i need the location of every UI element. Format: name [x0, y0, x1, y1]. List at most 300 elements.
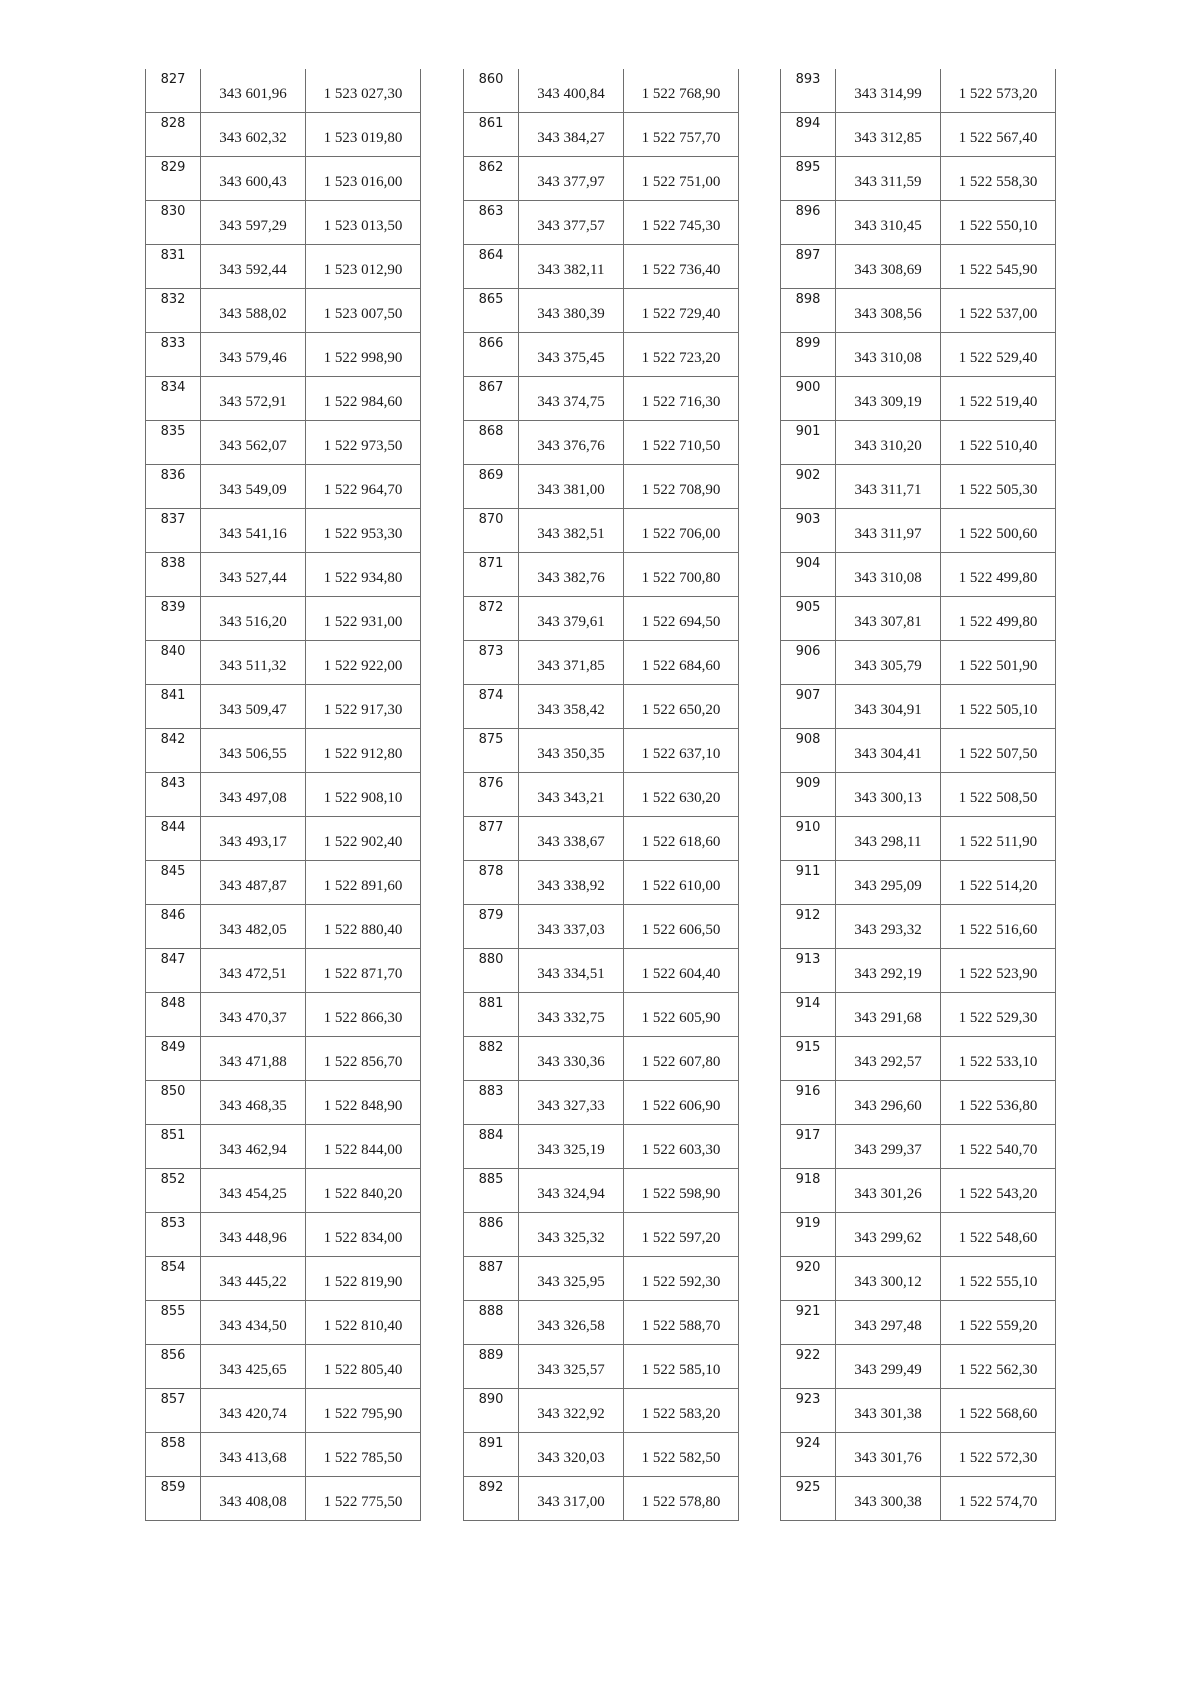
- table-row: [781, 69, 1056, 113]
- table-row: [781, 949, 1056, 993]
- coordinate-y: 1 522 583,20: [624, 1389, 739, 1433]
- coordinates-table-1: [145, 69, 421, 1521]
- point-number: 836: [146, 465, 201, 509]
- coordinate-x: 343 408,08: [201, 1477, 306, 1521]
- coordinate-x: 343 382,76: [519, 553, 624, 597]
- table-row: [464, 641, 739, 685]
- coordinate-y: 1 522 998,90: [306, 333, 421, 377]
- point-number: 852: [146, 1169, 201, 1213]
- coordinates-table-2: [463, 69, 739, 1521]
- point-number: 860: [464, 69, 519, 113]
- coordinate-x: 343 516,20: [201, 597, 306, 641]
- point-number: 900: [781, 377, 836, 421]
- point-number: 858: [146, 1433, 201, 1477]
- point-number: 864: [464, 245, 519, 289]
- coordinate-y: 1 522 516,60: [941, 905, 1056, 949]
- coordinate-y: 1 523 016,00: [306, 157, 421, 201]
- coordinate-y: 1 522 964,70: [306, 465, 421, 509]
- coordinate-x: 343 311,97: [836, 509, 941, 553]
- table-row: [464, 1389, 739, 1433]
- coordinate-x: 343 400,84: [519, 69, 624, 113]
- coordinate-y: 1 522 871,70: [306, 949, 421, 993]
- coordinate-x: 343 382,11: [519, 245, 624, 289]
- coordinate-y: 1 522 550,10: [941, 201, 1056, 245]
- coordinate-x: 343 310,08: [836, 333, 941, 377]
- point-number: 891: [464, 1433, 519, 1477]
- coordinate-y: 1 522 736,40: [624, 245, 739, 289]
- point-number: 877: [464, 817, 519, 861]
- table-row: [146, 509, 421, 553]
- table-row: [146, 113, 421, 157]
- coordinate-x: 343 325,95: [519, 1257, 624, 1301]
- coordinate-y: 1 522 607,80: [624, 1037, 739, 1081]
- table-row: [146, 201, 421, 245]
- coordinate-x: 343 454,25: [201, 1169, 306, 1213]
- point-number: 844: [146, 817, 201, 861]
- coordinate-x: 343 291,68: [836, 993, 941, 1037]
- point-number: 876: [464, 773, 519, 817]
- point-number: 868: [464, 421, 519, 465]
- table-row: [464, 69, 739, 113]
- coordinate-y: 1 522 573,20: [941, 69, 1056, 113]
- coordinate-x: 343 468,35: [201, 1081, 306, 1125]
- point-number: 902: [781, 465, 836, 509]
- table-row: [464, 1169, 739, 1213]
- table-row: [146, 1257, 421, 1301]
- coordinate-x: 343 493,17: [201, 817, 306, 861]
- coordinate-y: 1 522 751,00: [624, 157, 739, 201]
- point-number: 886: [464, 1213, 519, 1257]
- coordinate-y: 1 522 505,10: [941, 685, 1056, 729]
- coordinate-y: 1 522 501,90: [941, 641, 1056, 685]
- coordinate-x: 343 445,22: [201, 1257, 306, 1301]
- point-number: 881: [464, 993, 519, 1037]
- coordinate-y: 1 523 007,50: [306, 289, 421, 333]
- coordinate-y: 1 522 592,30: [624, 1257, 739, 1301]
- table-row: [781, 817, 1056, 861]
- point-number: 851: [146, 1125, 201, 1169]
- coordinate-y: 1 522 555,10: [941, 1257, 1056, 1301]
- point-number: 879: [464, 905, 519, 949]
- coordinate-x: 343 308,56: [836, 289, 941, 333]
- table-row: [781, 1433, 1056, 1477]
- coordinate-y: 1 522 710,50: [624, 421, 739, 465]
- coordinate-y: 1 522 574,70: [941, 1477, 1056, 1521]
- table-row: [146, 729, 421, 773]
- table-row: [146, 1037, 421, 1081]
- coordinate-x: 343 487,87: [201, 861, 306, 905]
- coordinate-y: 1 522 540,70: [941, 1125, 1056, 1169]
- coordinate-y: 1 522 795,90: [306, 1389, 421, 1433]
- point-number: 898: [781, 289, 836, 333]
- coordinate-x: 343 293,32: [836, 905, 941, 949]
- point-number: 831: [146, 245, 201, 289]
- coordinate-x: 343 300,13: [836, 773, 941, 817]
- point-number: 849: [146, 1037, 201, 1081]
- point-number: 918: [781, 1169, 836, 1213]
- table-row: [146, 1125, 421, 1169]
- coordinate-y: 1 522 650,20: [624, 685, 739, 729]
- point-number: 885: [464, 1169, 519, 1213]
- coordinate-x: 343 307,81: [836, 597, 941, 641]
- table-row: [781, 1477, 1056, 1521]
- coordinate-x: 343 324,94: [519, 1169, 624, 1213]
- point-number: 873: [464, 641, 519, 685]
- coordinate-x: 343 330,36: [519, 1037, 624, 1081]
- coordinate-x: 343 308,69: [836, 245, 941, 289]
- coordinate-x: 343 562,07: [201, 421, 306, 465]
- coordinate-x: 343 377,97: [519, 157, 624, 201]
- coordinate-y: 1 522 917,30: [306, 685, 421, 729]
- table-row: [781, 641, 1056, 685]
- table-row: [464, 289, 739, 333]
- point-number: 924: [781, 1433, 836, 1477]
- point-number: 839: [146, 597, 201, 641]
- point-number: 890: [464, 1389, 519, 1433]
- point-number: 910: [781, 817, 836, 861]
- coordinate-x: 343 310,08: [836, 553, 941, 597]
- point-number: 843: [146, 773, 201, 817]
- point-number: 840: [146, 641, 201, 685]
- coordinate-y: 1 522 700,80: [624, 553, 739, 597]
- table-row: [781, 993, 1056, 1037]
- coordinate-y: 1 522 529,40: [941, 333, 1056, 377]
- coordinate-x: 343 358,42: [519, 685, 624, 729]
- table-row: [781, 729, 1056, 773]
- coordinate-y: 1 522 848,90: [306, 1081, 421, 1125]
- coordinate-y: 1 522 785,50: [306, 1433, 421, 1477]
- point-number: 916: [781, 1081, 836, 1125]
- coordinate-y: 1 522 507,50: [941, 729, 1056, 773]
- table-row: [781, 333, 1056, 377]
- coordinate-y: 1 522 902,40: [306, 817, 421, 861]
- table-row: [146, 377, 421, 421]
- coordinate-x: 343 470,37: [201, 993, 306, 1037]
- coordinate-x: 343 425,65: [201, 1345, 306, 1389]
- table-row: [464, 1301, 739, 1345]
- table-row: [464, 905, 739, 949]
- table-row: [781, 289, 1056, 333]
- coordinate-x: 343 296,60: [836, 1081, 941, 1125]
- table-row: [146, 1169, 421, 1213]
- table-row: [146, 905, 421, 949]
- coordinate-x: 343 299,49: [836, 1345, 941, 1389]
- coordinate-x: 343 497,08: [201, 773, 306, 817]
- point-number: 882: [464, 1037, 519, 1081]
- coordinate-x: 343 299,37: [836, 1125, 941, 1169]
- point-number: 834: [146, 377, 201, 421]
- table-row: [146, 157, 421, 201]
- coordinate-y: 1 522 545,90: [941, 245, 1056, 289]
- coordinate-y: 1 522 973,50: [306, 421, 421, 465]
- point-number: 859: [146, 1477, 201, 1521]
- point-number: 862: [464, 157, 519, 201]
- coordinate-y: 1 522 805,40: [306, 1345, 421, 1389]
- point-number: 911: [781, 861, 836, 905]
- point-number: 921: [781, 1301, 836, 1345]
- table-row: [146, 1477, 421, 1521]
- point-number: 842: [146, 729, 201, 773]
- coordinate-x: 343 601,96: [201, 69, 306, 113]
- coordinate-y: 1 522 537,00: [941, 289, 1056, 333]
- coordinate-x: 343 377,57: [519, 201, 624, 245]
- coordinate-x: 343 297,48: [836, 1301, 941, 1345]
- point-number: 896: [781, 201, 836, 245]
- coordinate-x: 343 298,11: [836, 817, 941, 861]
- table-row: [464, 1345, 739, 1389]
- coordinate-y: 1 523 012,90: [306, 245, 421, 289]
- coordinate-x: 343 413,68: [201, 1433, 306, 1477]
- coordinate-y: 1 522 582,50: [624, 1433, 739, 1477]
- table-row: [146, 69, 421, 113]
- table-row: [146, 949, 421, 993]
- point-number: 895: [781, 157, 836, 201]
- coordinate-x: 343 334,51: [519, 949, 624, 993]
- coordinate-y: 1 522 984,60: [306, 377, 421, 421]
- point-number: 841: [146, 685, 201, 729]
- table-row: [781, 1257, 1056, 1301]
- point-number: 905: [781, 597, 836, 641]
- table-row: [781, 201, 1056, 245]
- point-number: 829: [146, 157, 201, 201]
- coordinate-y: 1 522 499,80: [941, 597, 1056, 641]
- coordinate-y: 1 522 745,30: [624, 201, 739, 245]
- table-row: [464, 553, 739, 597]
- table-row: [146, 597, 421, 641]
- coordinate-y: 1 522 605,90: [624, 993, 739, 1037]
- table-row: [464, 773, 739, 817]
- table-row: [146, 641, 421, 685]
- coordinate-x: 343 326,58: [519, 1301, 624, 1345]
- coordinate-x: 343 337,03: [519, 905, 624, 949]
- point-number: 912: [781, 905, 836, 949]
- coordinate-y: 1 522 637,10: [624, 729, 739, 773]
- table-row: [146, 817, 421, 861]
- coordinate-y: 1 522 694,50: [624, 597, 739, 641]
- coordinate-y: 1 522 912,80: [306, 729, 421, 773]
- table-row: [464, 993, 739, 1037]
- coordinate-x: 343 579,46: [201, 333, 306, 377]
- point-number: 908: [781, 729, 836, 773]
- coordinate-x: 343 300,12: [836, 1257, 941, 1301]
- coordinate-y: 1 522 548,60: [941, 1213, 1056, 1257]
- coordinate-y: 1 522 562,30: [941, 1345, 1056, 1389]
- coordinate-x: 343 309,19: [836, 377, 941, 421]
- table-row: [464, 861, 739, 905]
- point-number: 863: [464, 201, 519, 245]
- coordinate-x: 343 332,75: [519, 993, 624, 1037]
- coordinate-x: 343 381,00: [519, 465, 624, 509]
- coordinate-y: 1 522 543,20: [941, 1169, 1056, 1213]
- coordinate-x: 343 311,71: [836, 465, 941, 509]
- point-number: 888: [464, 1301, 519, 1345]
- table-row: [781, 1125, 1056, 1169]
- table-row: [781, 245, 1056, 289]
- coordinate-y: 1 522 840,20: [306, 1169, 421, 1213]
- point-number: 837: [146, 509, 201, 553]
- coordinate-x: 343 434,50: [201, 1301, 306, 1345]
- table-row: [781, 157, 1056, 201]
- coordinate-y: 1 522 630,20: [624, 773, 739, 817]
- point-number: 878: [464, 861, 519, 905]
- table-row: [464, 245, 739, 289]
- point-number: 880: [464, 949, 519, 993]
- coordinate-y: 1 522 606,90: [624, 1081, 739, 1125]
- table-row: [146, 773, 421, 817]
- point-number: 874: [464, 685, 519, 729]
- coordinate-y: 1 522 757,70: [624, 113, 739, 157]
- table-row: [146, 1433, 421, 1477]
- coordinate-x: 343 311,59: [836, 157, 941, 201]
- table-row: [781, 1037, 1056, 1081]
- coordinate-x: 343 382,51: [519, 509, 624, 553]
- table-row: [781, 553, 1056, 597]
- coordinate-y: 1 522 572,30: [941, 1433, 1056, 1477]
- coordinate-x: 343 597,29: [201, 201, 306, 245]
- point-number: 827: [146, 69, 201, 113]
- table-row: [781, 861, 1056, 905]
- table-row: [146, 245, 421, 289]
- table-row: [781, 421, 1056, 465]
- coordinate-x: 343 325,19: [519, 1125, 624, 1169]
- point-number: 866: [464, 333, 519, 377]
- coordinate-x: 343 301,38: [836, 1389, 941, 1433]
- coordinate-x: 343 511,32: [201, 641, 306, 685]
- coordinate-y: 1 522 953,30: [306, 509, 421, 553]
- table-row: [781, 465, 1056, 509]
- coordinate-x: 343 305,79: [836, 641, 941, 685]
- point-number: 833: [146, 333, 201, 377]
- table-row: [781, 1389, 1056, 1433]
- point-number: 871: [464, 553, 519, 597]
- coordinate-y: 1 522 618,60: [624, 817, 739, 861]
- coordinate-x: 343 292,57: [836, 1037, 941, 1081]
- coordinate-y: 1 522 514,20: [941, 861, 1056, 905]
- point-number: 872: [464, 597, 519, 641]
- coordinate-x: 343 312,85: [836, 113, 941, 157]
- table-row: [146, 1389, 421, 1433]
- coordinate-y: 1 522 568,60: [941, 1389, 1056, 1433]
- point-number: 901: [781, 421, 836, 465]
- point-number: 913: [781, 949, 836, 993]
- coordinate-y: 1 522 529,30: [941, 993, 1056, 1037]
- coordinate-y: 1 522 856,70: [306, 1037, 421, 1081]
- coordinate-x: 343 384,27: [519, 113, 624, 157]
- coordinate-x: 343 371,85: [519, 641, 624, 685]
- coordinate-x: 343 527,44: [201, 553, 306, 597]
- coordinate-y: 1 522 708,90: [624, 465, 739, 509]
- coordinate-x: 343 300,38: [836, 1477, 941, 1521]
- point-number: 846: [146, 905, 201, 949]
- coordinate-x: 343 462,94: [201, 1125, 306, 1169]
- point-number: 838: [146, 553, 201, 597]
- coordinate-y: 1 522 499,80: [941, 553, 1056, 597]
- table-row: [464, 157, 739, 201]
- coordinate-x: 343 338,92: [519, 861, 624, 905]
- coordinate-x: 343 343,21: [519, 773, 624, 817]
- coordinate-y: 1 522 775,50: [306, 1477, 421, 1521]
- table-row: [146, 333, 421, 377]
- table-row: [464, 597, 739, 641]
- coordinate-y: 1 522 880,40: [306, 905, 421, 949]
- table-row: [781, 773, 1056, 817]
- table-row: [464, 1477, 739, 1521]
- coordinate-y: 1 522 511,90: [941, 817, 1056, 861]
- coordinate-y: 1 522 536,80: [941, 1081, 1056, 1125]
- coordinate-x: 343 472,51: [201, 949, 306, 993]
- point-number: 875: [464, 729, 519, 773]
- table-row: [781, 1301, 1056, 1345]
- coordinates-table-3: [780, 69, 1056, 1521]
- table-row: [146, 1213, 421, 1257]
- coordinate-x: 343 482,05: [201, 905, 306, 949]
- coordinate-x: 343 375,45: [519, 333, 624, 377]
- point-number: 923: [781, 1389, 836, 1433]
- coordinate-x: 343 295,09: [836, 861, 941, 905]
- point-number: 919: [781, 1213, 836, 1257]
- coordinate-y: 1 522 558,30: [941, 157, 1056, 201]
- coordinate-y: 1 522 604,40: [624, 949, 739, 993]
- coordinate-y: 1 522 716,30: [624, 377, 739, 421]
- table-row: [781, 905, 1056, 949]
- coordinate-x: 343 304,91: [836, 685, 941, 729]
- coordinate-x: 343 301,76: [836, 1433, 941, 1477]
- point-number: 861: [464, 113, 519, 157]
- coordinate-y: 1 522 891,60: [306, 861, 421, 905]
- point-number: 847: [146, 949, 201, 993]
- coordinate-y: 1 523 027,30: [306, 69, 421, 113]
- coordinate-y: 1 522 500,60: [941, 509, 1056, 553]
- coordinate-y: 1 522 606,50: [624, 905, 739, 949]
- point-number: 884: [464, 1125, 519, 1169]
- point-number: 854: [146, 1257, 201, 1301]
- table-row: [464, 685, 739, 729]
- point-number: 892: [464, 1477, 519, 1521]
- point-number: 889: [464, 1345, 519, 1389]
- coordinate-y: 1 522 505,30: [941, 465, 1056, 509]
- point-number: 925: [781, 1477, 836, 1521]
- point-number: 870: [464, 509, 519, 553]
- table-row: [464, 1257, 739, 1301]
- point-number: 907: [781, 685, 836, 729]
- coordinate-y: 1 522 844,00: [306, 1125, 421, 1169]
- coordinate-x: 343 327,33: [519, 1081, 624, 1125]
- point-number: 897: [781, 245, 836, 289]
- table-row: [781, 377, 1056, 421]
- coordinate-x: 343 471,88: [201, 1037, 306, 1081]
- coordinate-x: 343 350,35: [519, 729, 624, 773]
- table-row: [464, 421, 739, 465]
- point-number: 830: [146, 201, 201, 245]
- coordinate-y: 1 522 684,60: [624, 641, 739, 685]
- coordinate-y: 1 523 019,80: [306, 113, 421, 157]
- point-number: 853: [146, 1213, 201, 1257]
- table-row: [146, 685, 421, 729]
- coordinate-x: 343 322,92: [519, 1389, 624, 1433]
- coordinate-y: 1 522 585,10: [624, 1345, 739, 1389]
- coordinate-x: 343 310,45: [836, 201, 941, 245]
- table-row: [464, 1433, 739, 1477]
- point-number: 828: [146, 113, 201, 157]
- point-number: 922: [781, 1345, 836, 1389]
- table-row: [146, 465, 421, 509]
- coordinate-x: 343 325,32: [519, 1213, 624, 1257]
- coordinate-y: 1 522 810,40: [306, 1301, 421, 1345]
- table-row: [781, 1081, 1056, 1125]
- coordinate-y: 1 522 908,10: [306, 773, 421, 817]
- coordinate-y: 1 522 508,50: [941, 773, 1056, 817]
- coordinate-y: 1 522 610,00: [624, 861, 739, 905]
